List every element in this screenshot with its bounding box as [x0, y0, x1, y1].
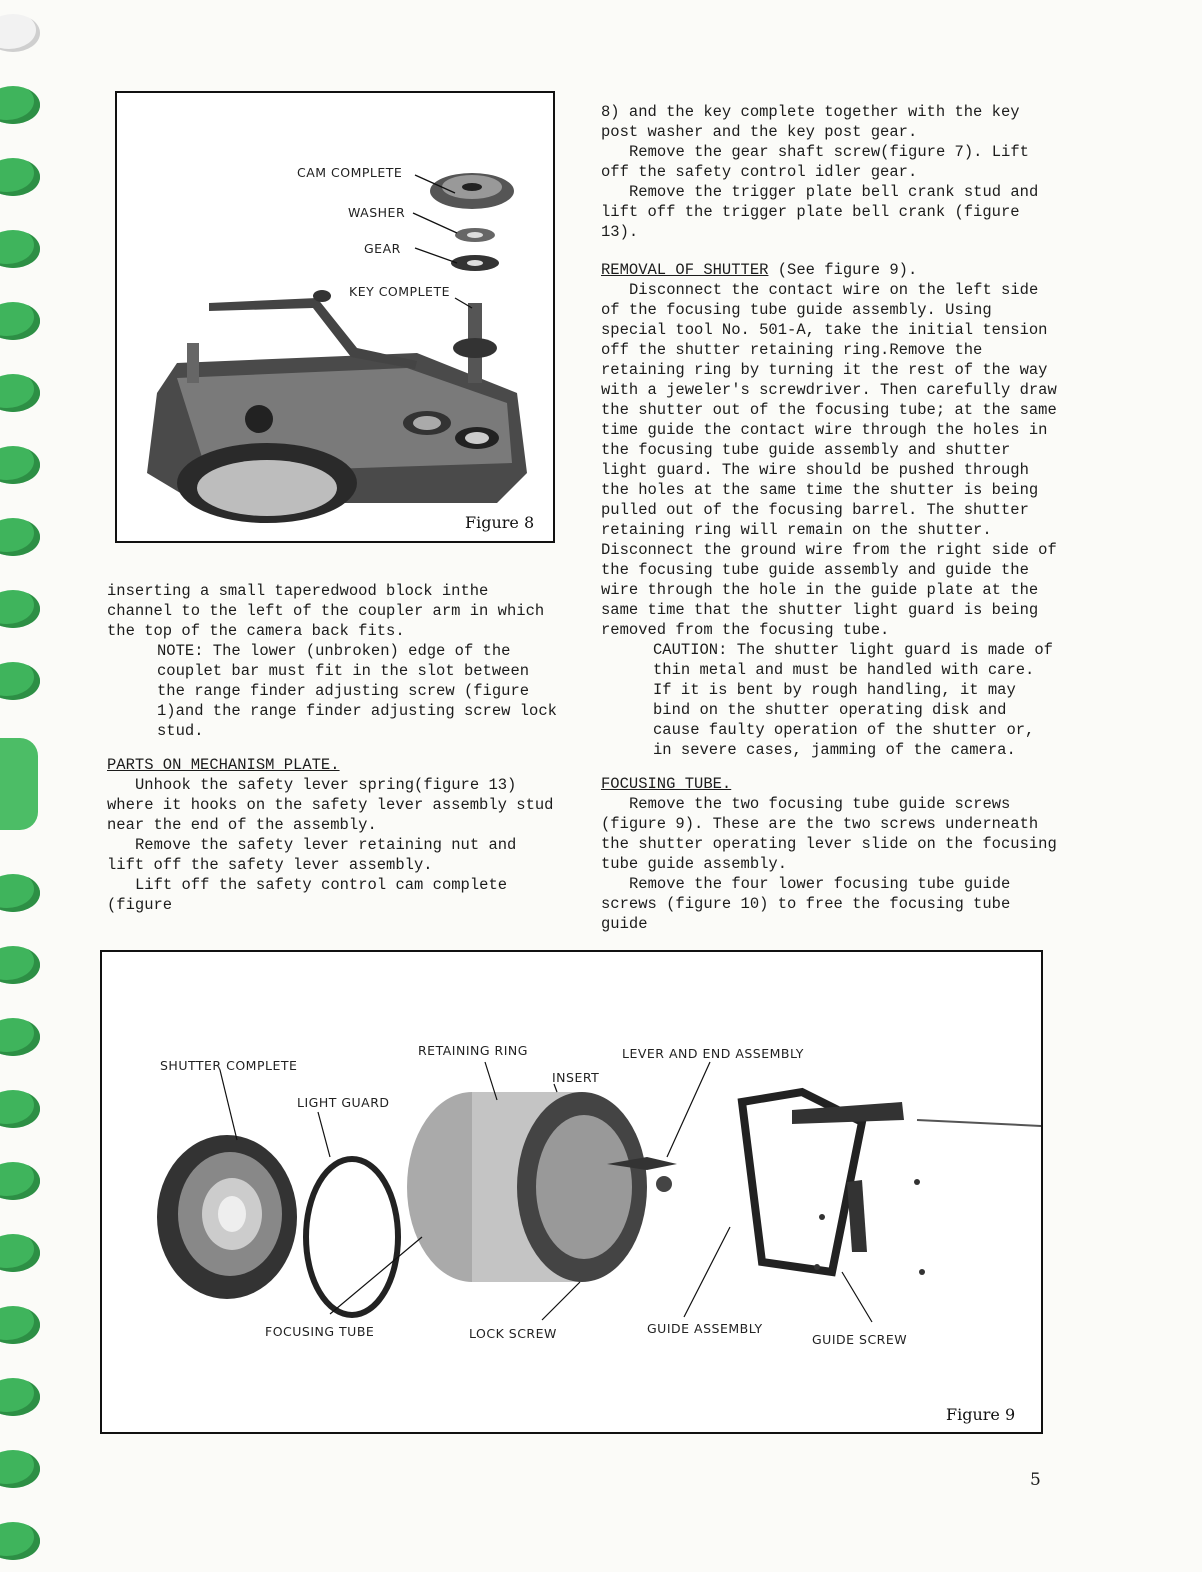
label-lever-and-end-assembly: LEVER AND END ASSEMBLY: [622, 1046, 804, 1061]
heading-focusing-tube: FOCUSING TUBE.: [601, 775, 732, 793]
label-light-guard: LIGHT GUARD: [297, 1095, 390, 1110]
left-para-4: Lift off the safety control cam complete (figure: [107, 876, 508, 914]
left-para-1: inserting a small taperedwood block inthe channel to the left of the coupler arm in which the top of the camera back fits.: [107, 582, 545, 640]
figure-9-illustration: [102, 952, 1041, 1432]
left-para-2: Unhook the safety lever spring(figure 13) where it hooks on the safety lever assembly stud near the end of the assembly.: [107, 776, 554, 834]
right-para-5: Remove the two focusing tube guide screws (figure 9). These are the two screws underneath the shutter operating lever slide on the focusing tube guide assembly.: [601, 795, 1057, 873]
label-insert: INSERT: [552, 1070, 600, 1085]
label-lock-screw: LOCK SCREW: [469, 1326, 557, 1341]
label-key-complete: KEY COMPLETE: [349, 284, 450, 299]
figure-8-illustration: [117, 93, 553, 541]
right-column: [601, 102, 1057, 934]
left-column: [107, 581, 559, 915]
figure-8: [115, 91, 555, 543]
heading-parts-on-mechanism-plate: PARTS ON MECHANISM PLATE.: [107, 756, 340, 774]
right-para-2: Remove the gear shaft screw(figure 7). Lift off the safety control idler gear.: [601, 143, 1029, 181]
label-focusing-tube: FOCUSING TUBE: [265, 1324, 375, 1339]
figure-9-caption: Figure 9: [946, 1405, 1016, 1424]
right-para-1: 8) and the key complete together with the key post washer and the key post gear.: [601, 103, 1020, 141]
label-guide-screw: GUIDE SCREW: [812, 1332, 908, 1347]
left-para-3: Remove the safety lever retaining nut and lift off the safety lever assembly.: [107, 836, 517, 874]
spiral-binding: [0, 0, 50, 1572]
label-gear: GEAR: [364, 241, 401, 256]
note-paragraph: NOTE: The lower (unbroken) edge of the couplet bar must fit in the slot between the range finder adjusting screw (figure 1)and the range finder adjusting screw lock stud.: [157, 642, 557, 740]
label-cam-complete: CAM COMPLETE: [297, 165, 403, 180]
caution-paragraph: CAUTION: The shutter light guard is made of thin metal and must be handled with care. If it is bent by rough handling, it may bind on the shutter operating disk and cause faulty operation of the shutter or, in severe cases, jamming of the camera.: [653, 641, 1053, 759]
label-shutter-complete: SHUTTER COMPLETE: [160, 1058, 298, 1073]
heading-removal-ref: (See figure 9).: [777, 261, 918, 279]
right-para-4: Disconnect the contact wire on the left side of the focusing tube guide assembly. Using special tool No. 501-A, take the initial tension off the shutter retaining ring.Remove the retaining ring by turning it the rest of the way with a jeweler's screwdriver. Then carefully draw the shutter out of the focusing tube; at the same time guide the contact wire through the holes in the focusing tube guide assembly and shutter light guard. The wire should be pushed through the holes at the same time the shutter is being pulled out of the focusing barrel. The shutter retaining ring will remain on the shutter. Disconnect the ground wire from the right side of the focusing tube guide assembly and guide the wire through the hole in the guide plate at the same time that the shutter light guard is being removed from the focusing tube.: [601, 281, 1057, 639]
right-para-3: Remove the trigger plate bell crank stud and lift off the trigger plate bell crank (figure 13).: [601, 183, 1039, 241]
figure-9: [100, 950, 1043, 1434]
figure-8-caption: Figure 8: [465, 513, 535, 532]
label-retaining-ring: RETAINING RING: [418, 1043, 528, 1058]
right-para-6: Remove the four lower focusing tube guide screws (figure 10) to free the focusing tube guide: [601, 875, 1011, 933]
label-washer: WASHER: [348, 205, 406, 220]
heading-removal-of-shutter: REMOVAL OF SHUTTER: [601, 261, 769, 279]
page-number: 5: [1030, 1470, 1041, 1490]
label-guide-assembly: GUIDE ASSEMBLY: [647, 1321, 763, 1336]
